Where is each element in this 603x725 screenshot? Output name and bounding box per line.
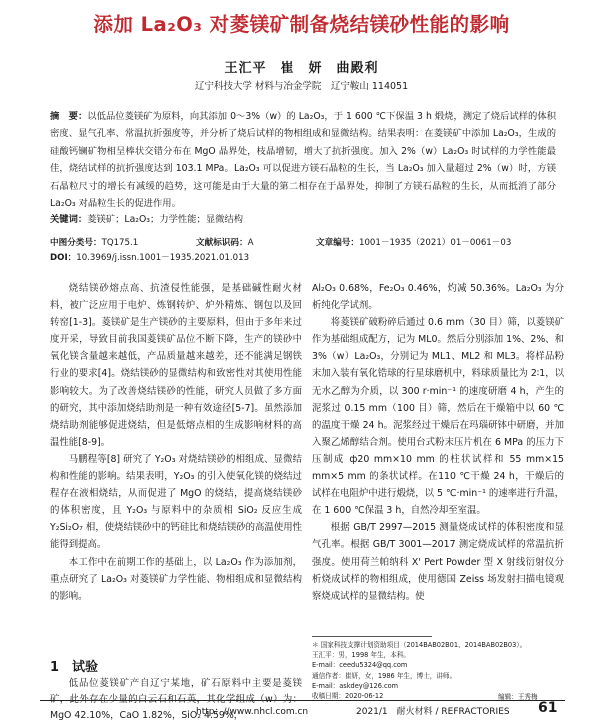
doi (50, 251, 249, 263)
body-right-column (312, 280, 564, 605)
article-number-label: 文章编号： (316, 238, 359, 248)
clc-number (50, 236, 138, 248)
abstract-text: 以低品位菱镁矿为原料，向其添加 0～3%（w）的 La₂O₃，于 1 600 ℃下保温 3 h 煅烧，测定了烧后试样的体积密度、显气孔率、常温抗折强度等，并分析了烧后试样的物相组成和显微结构。结果表明：在菱镁矿中添加 La₂O₃，生成的硅酸钙镧矿物相呈棒状交错分布在 MgO 晶界处，枝晶增韧，增大了抗折强度。加入 2%（w）La₂O₃ 时试样的力学性能最佳，烧结试样的抗折强度达到 103.1 MPa。La₂O₃ 可以促进方镁石晶粒的生长，当 La₂O₃ 加入量超过 2%（w）时，方镁石晶粒尺寸的增长有减缓的趋势，这可能是由于大量的第二相存在于晶界处，抑制了方镁石晶粒的生长，从而抵消了部分 La₂O₃ 对晶粒生长的促进作用。 (50, 111, 556, 210)
corresponding-author-note: 通信作者：崔妍，女，1986 年生，博士，讲师。 (312, 671, 457, 680)
section-heading: 1 试验 (50, 660, 99, 675)
author-list: 王汇平 崔 妍 曲殿利 (224, 61, 379, 76)
article-number-value: 1001－1935（2021）01－0061－03 (358, 238, 512, 248)
abstract-label: 摘 要： (50, 111, 88, 122)
affiliation: 辽宁科技大学 材料与冶金学院 辽宁鞍山 114051 (194, 81, 409, 92)
paragraph: 马鹏程等[8] 研究了 Y₂O₃ 对烧结镁砂的相组成、显微结构和性能的影响。结果表明，Y₂O₃ 的引入使氧化镁的烧结过程存在液相烧结，从而促进了 MgO 的烧结，提高烧结镁砂的体积密度，且 Y₂O₃ 与原料中的杂质相 SiO₂ 反应生成 Y₂Si₂O₇ 相，使烧结镁砂中的钙硅比和烧结镁砂的高温使用性能得到提高。 (50, 453, 302, 551)
keywords (50, 213, 556, 227)
received-date: 收稿日期：2020-06-12 (312, 692, 384, 701)
doi-value: 10.3969/j.issn.1001－1935.2021.01.013 (76, 253, 250, 263)
paragraph: 低品位菱镁矿产自辽宁某地，矿石原料中主要是菱镁矿，此外存在少量的白云石和石英，其化学组成（w）为：MgO 42.10%，CaO 1.82%，SiO₂ 4.59%， (50, 678, 302, 722)
corresponding-author-email: E-mail：askdey@126.com (312, 681, 399, 690)
paragraph: 烧结镁砂熔点高、抗渣侵性能强，是基础碱性耐火材料，被广泛应用于电炉、炼钢转炉、炉外精炼、钢包以及回转窑[1-3]。菱镁矿是生产镁砂的主要原料，但由于多年来过度开采，导致目前我国菱镁矿品位不断下降，生产的镁砂中氧化镁含量越来越低，产品质量越来越差，还不能满足钢铁行业的要求[4]。烧结镁砂的显微结构和致密性对其使用性能影响较大。为了改善烧结镁砂的性能，研究人员做了多方面的研究，其中添加烧结助剂是一种有效途径[5-7]。虽然添加烧结助剂能够促进烧结，但是低熔点相的生成影响材料的高温性能[8-9]。 (50, 283, 302, 448)
keywords-text: 菱镁矿；La₂O₃；力学性能；显微结构 (87, 214, 244, 225)
fund-note: ＊ 国家科技支撑计划资助项目（2014BAB02B01、2014BAB02B03）。 (312, 641, 527, 649)
footer-divider (40, 700, 565, 701)
paragraph: 将菱镁矿破粉碎后通过 0.6 mm（30 目）筛，以菱镁矿作为基础组成配方，记为 ML0。然后分别添加 1%、2%、和 3%（w）La₂O₃，分别记为 ML1、ML2 和 ML3。将样品粉末加入装有氧化锆球的行星球磨机中，料球质量比为 2∶1，以无水乙醇为介质，以 300 r·min⁻¹ 的速度研磨 4 h，产生的泥浆过 0.15 mm（100 目）筛，然后在干燥箱中以 60 ℃ 的温度干燥 24 h。泥浆经过干燥后在玛瑙研钵中研磨，并加入聚乙烯醇结合剂。使用台式粉末压片机在 6 MPa 的压力下压制成 ф20 mm×10 mm 的柱状试样和 55 mm×15 mm×5 mm 的条状试样。在110 ℃干燥 24 h，干燥后的试样在电阻炉中进行煅烧，以 5 ℃·min⁻¹ 的速率进行升温，在 1 600 ℃保温 3 h，自然冷却至室温。 (312, 317, 564, 517)
clc-label: 中图分类号： (50, 238, 102, 248)
editor-note: 编辑：王秀梅 (498, 693, 538, 701)
author-note: 王汇平：男，1998 年生，本科。 (312, 651, 411, 660)
author-email: E-mail：ceedu5324@qq.com (312, 661, 408, 670)
page-number: 61 (538, 700, 558, 716)
body-left-column (50, 280, 302, 605)
article-title: 添加 La₂O₃ 对菱镁矿制备烧结镁砂性能的影响 (93, 13, 510, 36)
footer-url: http：//www.nhcl.com.cn (196, 707, 309, 717)
keywords-label: 关键词： (50, 214, 88, 225)
footer-issue: 2021/1 耐火材料 / REFRACTORIES (356, 707, 510, 717)
document-code (196, 236, 253, 248)
paragraph: 根据 GB/T 2997—2015 测量烧成试样的体积密度和显气孔率。根据 GB/T 3001—2017 测定烧成试样的常温抗折强度。使用荷兰帕纳科 X' Pert Powder 型 X 射线衍射仪分析烧成试样的物相组成，使用德国 Zeiss 场发射扫描电镜观察烧成试样的显微结构。使 (312, 522, 564, 602)
paragraph: 本工作中在前期工作的基础上，以 La₂O₃ 作为添加剂，重点研究了 La₂O₃ 对菱镁矿力学性能、物相组成和显微结构的影响。 (50, 556, 302, 602)
paragraph: Al₂O₃ 0.68%，Fe₂O₃ 0.46%，灼减 50.36%。La₂O₃ 为分析纯化学试剂。 (312, 283, 564, 312)
document-code-value: A (247, 238, 254, 248)
doi-label: DOI： (50, 253, 77, 263)
clc-value: TQ175.1 (101, 238, 139, 248)
document-code-label: 文献标识码： (196, 238, 248, 248)
article-number (316, 236, 511, 248)
footnote-divider (312, 636, 432, 637)
abstract (50, 108, 556, 212)
